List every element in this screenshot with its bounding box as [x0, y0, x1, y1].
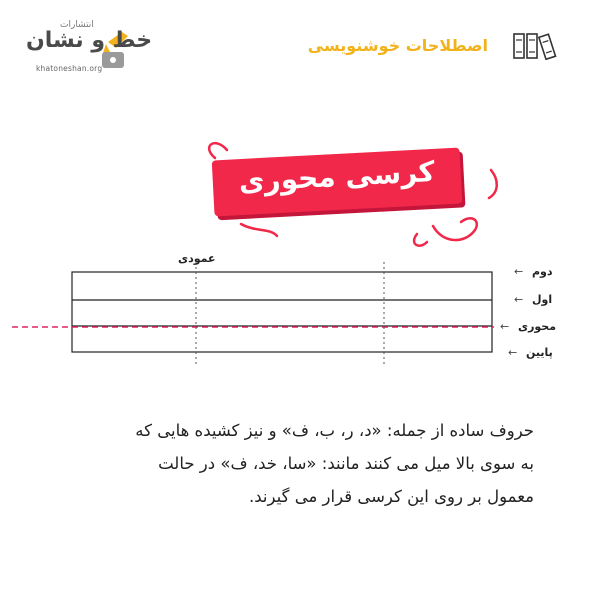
page-category-title: اصطلاحات خوشنویسی [307, 36, 488, 55]
row-label-second: دوم [532, 265, 553, 278]
arrow-icon: ← [514, 293, 524, 306]
description-text [54, 414, 534, 513]
description-line: حروف ساده از جمله: «د، ر، ب، ف» و نیز کشیده هایی که [135, 421, 534, 440]
description-line: معمول بر روی این کرسی قرار می گیرند. [249, 487, 534, 506]
arrow-icon: ← [514, 265, 524, 278]
guide-box [72, 272, 492, 352]
arrow-icon: ← [508, 346, 518, 359]
baseline-diagram [0, 250, 600, 370]
header [0, 0, 600, 100]
badge-title: کرسی محوری [237, 154, 436, 199]
vertical-label: عمودی [178, 252, 216, 265]
books-icon [512, 32, 560, 60]
row-label-axis: محوری [518, 320, 557, 333]
logo-text: خط و نشان [26, 28, 153, 53]
row-label-bottom: پایین [526, 346, 553, 359]
logo-website[interactable]: khatoneshan.org [36, 64, 103, 73]
title-badge [195, 140, 505, 250]
arrow-icon: ← [500, 320, 510, 333]
row-label-first: اول [532, 293, 553, 306]
logo-subtitle: انتشارات [60, 20, 94, 30]
description-line: به سوی بالا میل می کنند مانند: «سا، خد، ف» در حالت [158, 454, 534, 473]
